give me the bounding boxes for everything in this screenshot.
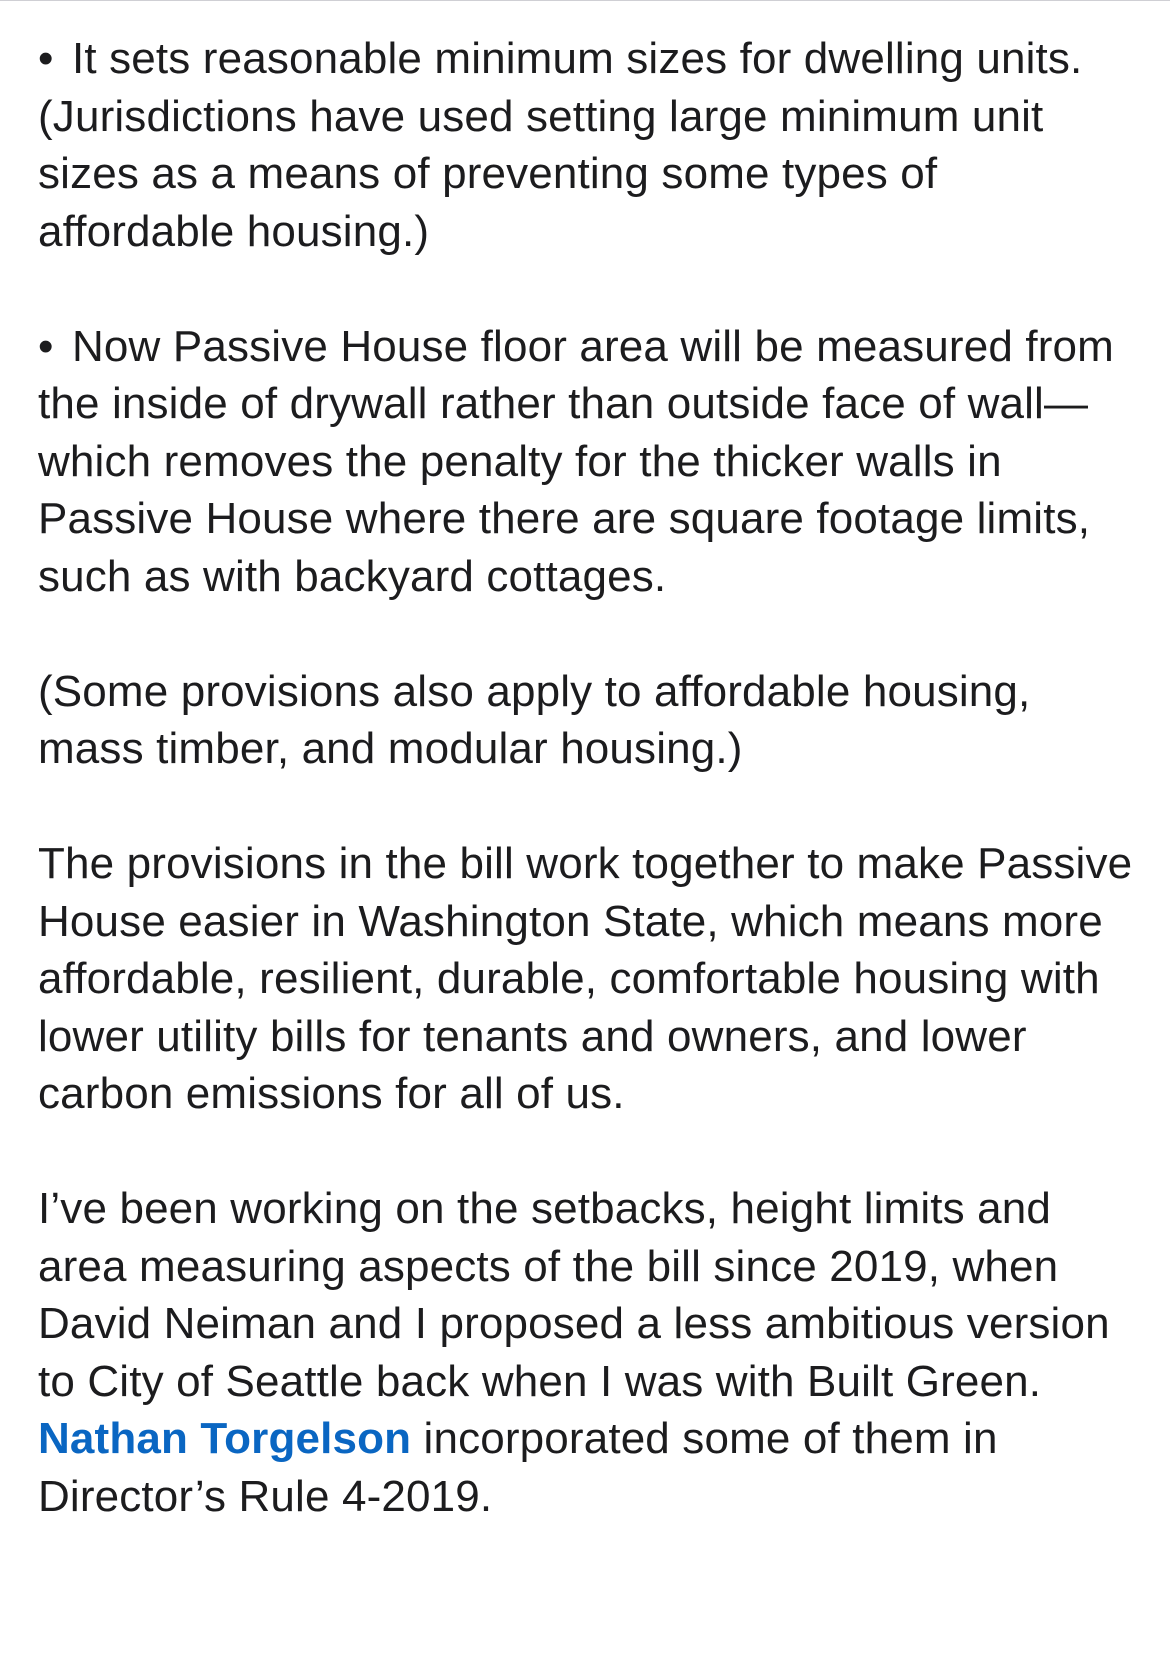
bullet-item-floor-area [38,318,1138,606]
history-paragraph [38,1180,1138,1525]
bullet-item-min-unit-sizes [38,30,1138,260]
post-body [38,30,1138,1583]
bullet-text: Now Passive House floor area will be measured from the inside of drywall rather than outside face of wall—which removes the penalty for the thicker walls in Passive House where there are square footage limits, such as with backyard cottages. [38,321,1114,601]
summary-paragraph: The provisions in the bill work together to make Passive House easier in Washington State, which means more affordable, resilient, durable, comfortable housing with lower utility bills for tenants and owners, and lower carbon emissions for all of us. [38,839,1133,1118]
bullet-text: It sets reasonable minimum sizes for dwelling units. (Jurisdictions have used setting large minimum unit sizes as a means of preventing some types of affordable housing.) [38,34,1083,256]
bullet-marker: • [38,321,54,371]
bullet-marker: • [38,34,54,83]
top-divider [0,0,1170,1]
provisions-note: (Some provisions also apply to affordable housing, mass timber, and modular housing.) [38,666,1031,773]
history-text-before: I’ve been working on the setbacks, height limits and area measuring aspects of the bill since 2019, when David Neiman and I proposed a less ambitious version to City of Seattle back when I was with Built Green. [38,1184,1110,1406]
history-text-after: incorporated some of them in Director’s Rule 4-2019. [38,1414,998,1521]
mention-link-nathan-torgelson[interactable]: Nathan Torgelson [38,1414,412,1463]
